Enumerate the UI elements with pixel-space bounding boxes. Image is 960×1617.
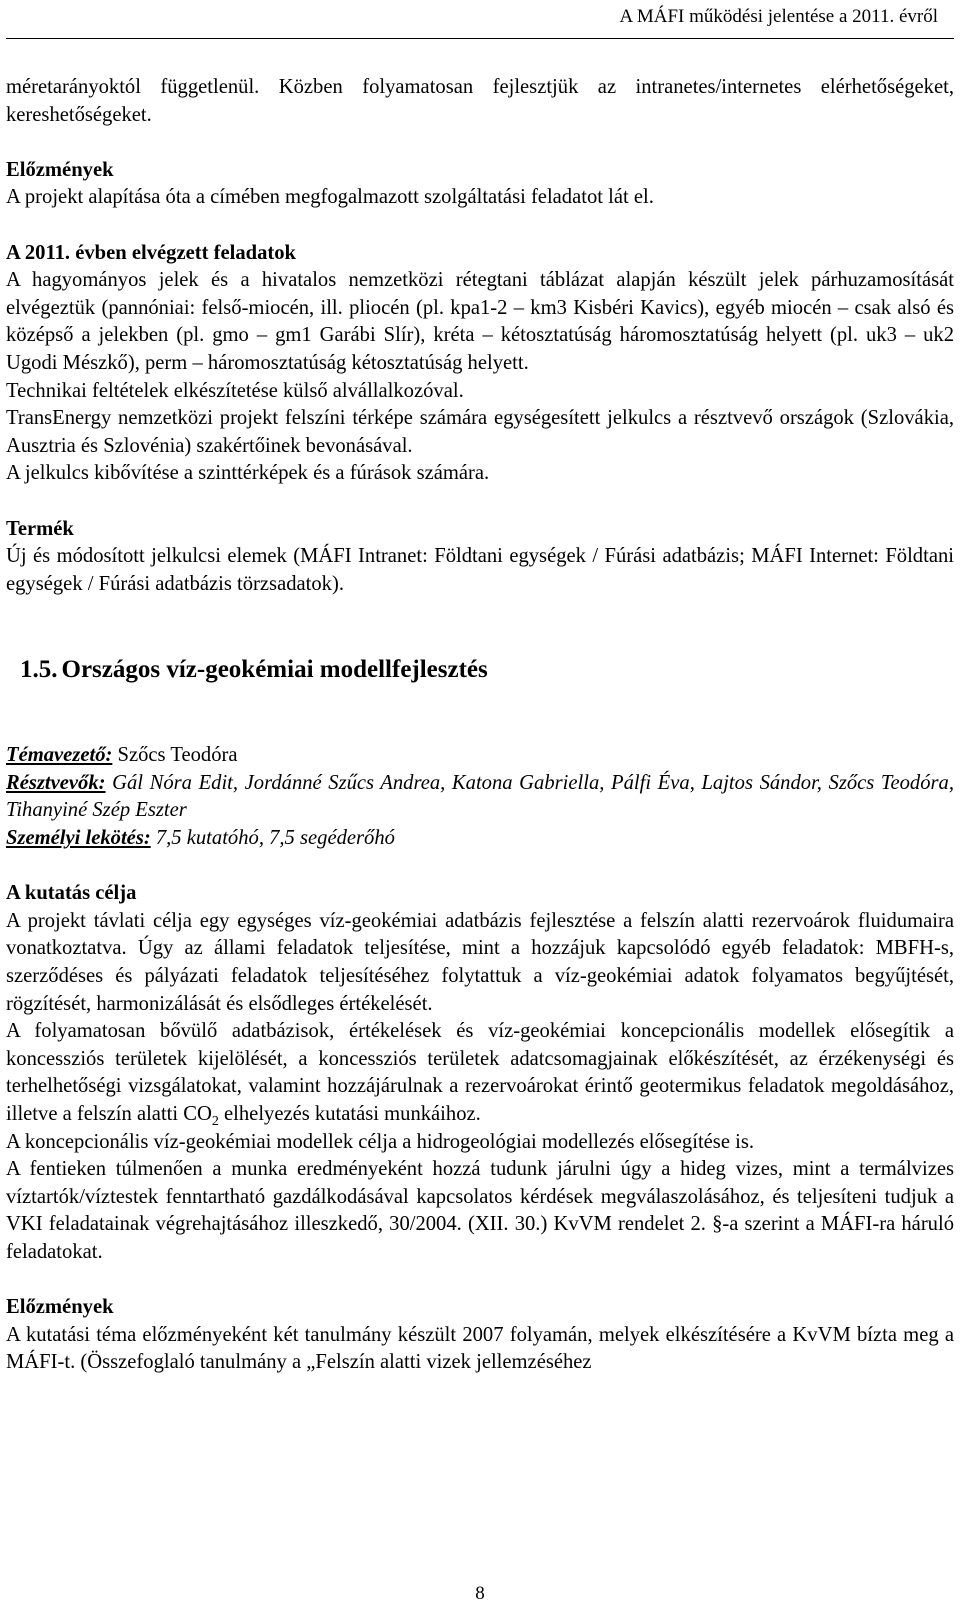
credits-participants bbox=[6, 770, 954, 825]
section-title bbox=[6, 653, 954, 687]
header-rule bbox=[6, 38, 954, 39]
spacer bbox=[6, 598, 954, 653]
heading-elozmenyek-2: Előzmények bbox=[6, 1296, 114, 1319]
elozmenyek-2-text: A kutatási téma előzményeként két tanulmány készült 2007 folyamán, melyek elkészítésére a KvVM bízta meg a MÁFI-t. (Összefoglaló tanulmány a „Felszín alatti vizek jellemzéséhez bbox=[6, 1323, 954, 1374]
co2-subscript: 2 bbox=[211, 1114, 219, 1130]
section-number: 1.5. bbox=[20, 656, 58, 684]
spacer bbox=[6, 212, 954, 240]
commitment-value: 7,5 kutatóhó, 7,5 segéderőhó bbox=[155, 827, 395, 850]
page-number: 8 bbox=[475, 1583, 485, 1604]
feladatok-paragraph-3: TransEnergy nemzetközi projekt felszíni térképe számára egységesített jelkulcs a résztvevő országok (Szlovákia, Ausztria és Szlovénia) szakértőinek bevonásával. bbox=[6, 407, 954, 457]
heading-cel: A kutatás célja bbox=[6, 882, 137, 905]
spacer bbox=[6, 129, 954, 157]
heading-termek: Termék bbox=[6, 517, 74, 540]
cel-paragraph-2-end: elhelyezés kutatási munkáihoz. bbox=[218, 1103, 481, 1125]
feladatok-paragraph-1: A hagyományos jelek és a hivatalos nemzetközi rétegtani táblázat alapján készült jelek párhuzamosítását elvégeztük (pannóniai: felső-miocén, ill. pliocén (pl. kpa1-2 – km3 Kisbéri Kavics), egyéb miocén – csak alsó és középső a jelekben (pl. gmo – gm1 Garábi Slír), kréta – kétosztatúság háromosztatúság helyett (pl. uk3 – uk2 Ugodi Mészkő), perm – háromosztatúság kétosztatúság helyett. bbox=[6, 269, 954, 374]
intro-paragraph: méretarányoktól függetlenül. Közben folyamatosan fejlesztjük az intranetes/internetes elérhetőségeket, kereshetőségeket. bbox=[6, 76, 954, 126]
running-header: A MÁFI működési jelentése a 2011. évről bbox=[619, 6, 938, 27]
cel-paragraph-4: A fentieken túlmenően a munka eredményeként hozzá tudunk járulni úgy a hideg vizes, mint a termálvizes víztartók/víztestek fenntartható gazdálkodásával kapcsolatos kérdések megválaszolásához, és teljesíteni tudjuk a VKI feladatainak végrehajtásához illeszkedő, 30/2004. (XII. 30.) KvVM rendelet 2. §-a szerint a MÁFI-ra háruló feladatokat. bbox=[6, 1158, 954, 1263]
leader-name: Szőcs Teodóra bbox=[117, 744, 238, 767]
heading-feladatok: A 2011. évben elvégzett feladatok bbox=[6, 241, 296, 264]
commitment-label: Személyi lekötés: bbox=[6, 827, 151, 850]
page-content bbox=[6, 74, 954, 1377]
heading-elozmenyek: Előzmények bbox=[6, 158, 114, 181]
spacer bbox=[6, 488, 954, 516]
leader-label: Témavezető: bbox=[6, 744, 113, 767]
participants-label: Résztvevők: bbox=[6, 771, 106, 794]
credits-leader bbox=[6, 742, 954, 770]
elozmenyek-text: A projekt alapítása óta a címében megfogalmazott szolgáltatási feladatot lát el. bbox=[6, 186, 654, 209]
participants-names: Gál Nóra Edit, Jordánné Szűcs Andrea, Katona Gabriella, Pálfi Éva, Lajtos Sándor, Szőcs Teodóra, Tihanyiné Szép Eszter bbox=[6, 771, 954, 822]
section-title-text: Országos víz-geokémiai modellfejlesztés bbox=[61, 656, 488, 684]
feladatok-paragraph-2: Technikai feltételek elkészítetése külső alvállalkozóval. bbox=[6, 379, 464, 402]
cel-paragraph-3: A koncepcionális víz-geokémiai modellek célja a hidrogeológiai modellezés elősegítése is. bbox=[6, 1130, 754, 1153]
credits-commitment bbox=[6, 825, 954, 853]
spacer bbox=[6, 1267, 954, 1295]
termek-text: Új és módosított jelkulcsi elemek (MÁFI Intranet: Földtani egységek / Fúrási adatbázis; MÁFI Internet: Földtani egységek / Fúrási adatbázis törzsadatok). bbox=[6, 545, 954, 595]
cel-paragraph-2-main: A folyamatosan bővülő adatbázisok, értékelések és víz-geokémiai koncepcionális modellek elősegítik a koncessziós területek kijelölését, a koncessziós területek adatcsomagjainak előkészítését, az érzékenységi és terhelhetőségi vizsgálatokat, valamint hozzájárulnak a rezervoárokat érintő geotermikus feladatok megoldásához, illetve a felszín alatti CO bbox=[6, 1020, 954, 1125]
spacer bbox=[6, 687, 954, 742]
feladatok-paragraph-4: A jelkulcs kibővítése a szinttérképek és a fúrások számára. bbox=[6, 462, 490, 485]
spacer bbox=[6, 853, 954, 881]
cel-paragraph-1: A projekt távlati célja egy egységes víz-geokémiai adatbázis fejlesztése a felszín alatti rezervoárok fluidumaira vonatkoztatva. Úgy az állami feladatok teljesítése, mint a hozzájuk kapcsolódó egyéb feladatok: MBFH-s, szerződéses és pályázati feladatok teljesítéséhez folytattuk a víz-geokémiai adatok folyamatos begyűjtését, rögzítését, harmonizálását és elsődleges értékelését. bbox=[6, 909, 954, 1015]
cel-paragraph-2 bbox=[6, 1018, 954, 1128]
